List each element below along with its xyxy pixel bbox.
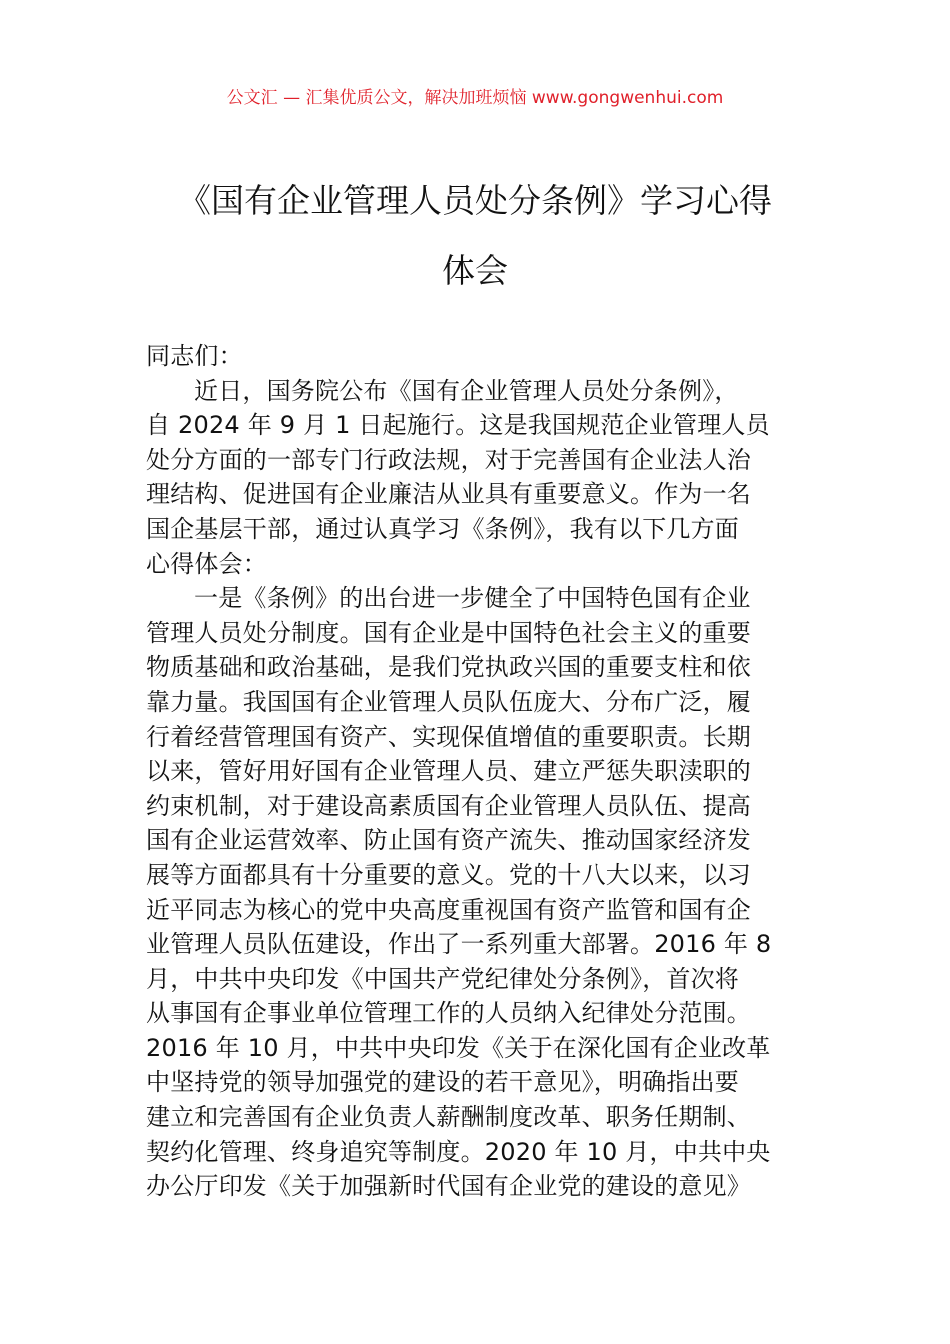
- body-line: 行着经营管理国有资产、实现保值增值的重要职责。长期: [146, 722, 751, 751]
- body-line: 办公厅印发《关于加强新时代国有企业党的建设的意见》: [146, 1172, 751, 1201]
- body-line: 自 2024 年 9 月 1 日起施行。这是我国规范企业管理人员: [146, 411, 770, 440]
- body-line: 心得体会：: [146, 549, 267, 578]
- body-line: 理结构、促进国有企业廉洁从业具有重要意义。作为一名: [146, 480, 751, 509]
- body-line: 物质基础和政治基础，是我们党执政兴国的重要支柱和依: [146, 653, 751, 682]
- body-line: 管理人员处分制度。国有企业是中国特色社会主义的重要: [146, 618, 751, 647]
- body-line: 契约化管理、终身追究等制度。2020 年 10 月，中共中央: [146, 1137, 771, 1166]
- document-title-line-1: 《国有企业管理人员处分条例》学习心得: [178, 181, 772, 220]
- body-line: 中坚持党的领导加强党的建设的若干意见》，明确指出要: [146, 1068, 739, 1097]
- body-line: 靠力量。我国国有企业管理人员队伍庞大、分布广泛，履: [146, 687, 751, 716]
- body-line: 近平同志为核心的党中央高度重视国有资产监管和国有企: [146, 895, 751, 924]
- body-line: 月，中共中央印发《中国共产党纪律处分条例》，首次将: [146, 964, 739, 993]
- body-line: 建立和完善国有企业负责人薪酬制度改革、职务任期制、: [146, 1103, 751, 1132]
- body-line: 近日，国务院公布《国有企业管理人员处分条例》，: [194, 376, 739, 405]
- body-line: 2016 年 10 月，中共中央印发《关于在深化国有企业改革: [146, 1033, 771, 1062]
- body-line: 国有企业运营效率、防止国有资产流失、推动国家经济发: [146, 826, 751, 855]
- body-line: 国企基层干部，通过认真学习《条例》，我有以下几方面: [146, 514, 739, 543]
- document-title-line-2: 体会: [442, 251, 508, 290]
- document-body: [146, 339, 826, 1204]
- site-banner: 公文汇 — 汇集优质公文，解决加班烦恼 www.gongwenhui.com: [226, 88, 724, 108]
- body-line: 约束机制，对于建设高素质国有企业管理人员队伍、提高: [146, 791, 751, 820]
- body-line: 从事国有企事业单位管理工作的人员纳入纪律处分范围。: [146, 999, 751, 1028]
- body-line: 展等方面都具有十分重要的意义。党的十八大以来，以习: [146, 860, 751, 889]
- body-line: 处分方面的一部专门行政法规，对于完善国有企业法人治: [146, 445, 751, 474]
- body-line: 以来，管好用好国有企业管理人员、建立严惩失职渎职的: [146, 757, 751, 786]
- body-line: 同志们：: [146, 342, 243, 370]
- body-line: 一是《条例》的出台进一步健全了中国特色国有企业: [194, 584, 751, 613]
- body-line: 业管理人员队伍建设，作出了一系列重大部署。2016 年 8: [146, 930, 772, 959]
